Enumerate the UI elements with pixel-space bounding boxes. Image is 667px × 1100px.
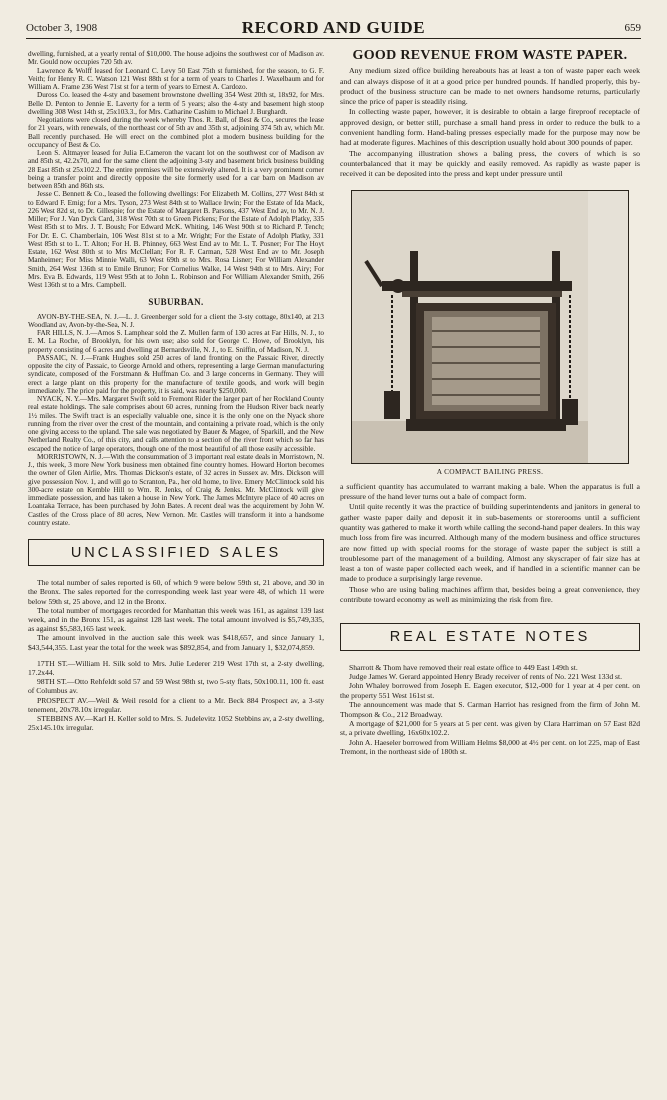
note-item: Judge James W. Gerard appointed Henry Brady receiver of rents of No. 221 West 133d st. — [349, 671, 622, 681]
suburban-item: FAR HILLS, N. J.—Amos S. Lamphear sold the Z. Mullen farm of 130 acres at Far Hills, N. J., to E. M. La Roche, of Brooklyn, for his own use; also sold for George C. Howe, of Brooklyn, his property consisting of 6 acres and dwelling at Bernardsville, N. J., to E. Sniffin, of Madison, N. J. — [28, 329, 324, 354]
article-paragraph: Those who are using baling machines affirm that, besides being a great convenience, they contribute toward economy as well as minimizing the risk from fire. — [340, 584, 640, 605]
unclassified-sales-body — [28, 578, 324, 732]
sales-item: PROSPECT AV.—Weil & Weil resold for a client to a Mr. Beck 884 Prospect av, a 3-sty tenement, 20x78.10x irregular. — [28, 695, 324, 714]
page-number: 659 — [624, 22, 641, 34]
left-column — [28, 50, 324, 733]
lease-paragraph: Negotiations were closed during the week whereby Thos. R. Ball, of Best & Co., secures the lease for 21 years, with renewals, of the northeast cor of 5th av and 35th st, adjoining 374 5th av, which Mr. Ball recently purchased. He will erect on the combined plot a modern business building for the occupancy of Best & Co. — [28, 116, 324, 149]
note-item: John A. Haeseler borrowed from William Helms $8,000 at 4½ per cent. on lot 225, map of East Tremont, in the northeast side of 180th st. — [340, 737, 640, 757]
illustration-caption: A COMPACT BAILING PRESS. — [436, 466, 544, 476]
right-column — [340, 50, 640, 757]
note-item: Sharrott & Thom have removed their real estate office to 449 East 149th st. — [349, 662, 578, 672]
unclassified-sales-heading: UNCLASSIFIED SALES — [28, 539, 324, 566]
article-paragraph: The accompanying illustration shows a baling press, the covers of which is so counterbalanced that it may be quickly and easily removed. As rapidly as waste paper is received it can be deposited into the press and kept under pressure until — [340, 148, 640, 179]
article-intro — [340, 66, 640, 179]
sales-item: The total number of mortgages recorded for Manhattan this week was 161, as against 139 last week, and in the Bronx 151, as against 128 last week. The total amount involved is $5,749,335, as against $5,583,165 last week. — [28, 605, 324, 634]
sales-item: STEBBINS AV.—Karl H. Keller sold to Mrs. S. Judelevitz 1052 Stebbins av, a 2-sty dwelling, 25x145.10x irregular. — [28, 714, 324, 733]
sales-item: The total number of sales reported is 60, of which 9 were below 59th st, 21 above, and 30 in the Bronx. The sales reported for the corresponding week last year were 48, of which 11 were below 59th st, 25 above, and 12 in the Bronx. — [28, 578, 324, 606]
real-estate-notes-heading: REAL ESTATE NOTES — [340, 623, 640, 650]
lease-paragraph: Jesse C. Bennett & Co., leased the following dwellings: For Elizabeth M. Collins, 277 West 84th st to Edward F. Emig; for a Mrs. Tyson, 273 West 84th st to Wallace Irwin; For the Estate of Ida Mack, 226 West 82d st, to Dr. Gillespie; for the Estate of Margaret B. Parsons, 437 West End av, to Mr. N. J. Miller; For J. Van Dyck Card, 318 West 70th st to Green Pickens; For the Estate of Adolph Platky, 335 West 85th st to Mrs. J. T. Boush; For Edward McK. Whiting, 146 West 90th st to Richard P. Tench; For Dr. E. C. Chamberlain, 106 West 81st st to a Mr. Wright; For the Estate of Adolph Platky, 331 West 85th st to L. T. Alton; For H. B. Phinney, 663 West End av to Mr. L. T. Posner; For The Hoyt Estate, 162 West 80th st to Mrs McClellan; For R. F. Carman, 528 West End av to Mr. Joseph Manheimer; For Miss Minnie Walli, 63 West 69th st to Mrs. Rosa Lisner; For William Alexander Smith, 264 West 136th st to Emile Brunor; For Cornelius Walke, 14 West 94th st to Mrs. Airy; For Mrs. Eva B. Edwards, 119 West 95th at to John L. Robinson and For William Alexander Smith, 266 West 136th st to a Mrs. Campbell. — [28, 190, 324, 289]
lease-paragraph: Leon S. Altmayer leased for Julia E.Cameron the vacant lot on the southwest cor of Madison av and 85th st, 42.2x70, and for the same client the adjoining 3-sty and basement brick business building 28 East 85th st 25x102.2. The entire premises will be extensively altered. It is a very prominent corner being a transfer point and directly opposite the site formerly used for a car barn on Madison av between 85th and 86th sts. — [28, 149, 324, 190]
lease-paragraph: Lawrence & Wolff leased for Leonard C. Levy 50 East 75th st furnished, for the season, to G. F. Veith; for Henry R. C. Watson 121 West 88th st for a term of years to Charles J. Waxelbaum and for William A. Frame 236 West 71st st for a term of years to Ernest A. Cardozo. — [28, 66, 324, 91]
lease-paragraph: Duross Co. leased the 4-sty and basement brownstone dwelling 354 West 20th st, 18x92, for Mrs. Belle D. Penton to Jennie E. Laverty for a term of 5 years; also the 4-sty and basement high stoop dwelling 308 West 14th st, 25x103.3., for Mrs. Catharine Cashim to Michael J. Burghardt. — [28, 91, 324, 116]
sales-item: 98TH ST.—Otto Rehfeldt sold 57 and 59 West 98th st, two 5-sty flats, 50x100.11, 100 ft. east of Columbus av. — [28, 677, 324, 696]
publication-title: RECORD AND GUIDE — [241, 18, 426, 37]
page-header — [26, 14, 641, 39]
article-paragraph: Any medium sized office building hereabouts has at least a ton of waste paper each week and can always dispose of it at a good price per hundred pounds. If handled properly, this by-product of the business structure can be made to net owners handsome returns, particularly since the price of paper is steadily rising. — [340, 66, 640, 107]
note-item: John Whaley borrowed from Joseph E. Eagen executor, $12,-000 for 1 year at 4 per cent. on the property 551 West 161st st. — [340, 681, 640, 700]
article-heading: GOOD REVENUE FROM WASTE PAPER. — [352, 48, 628, 63]
article-paragraph: In collecting waste paper, however, it is desirable to obtain a large fireproof receptacle of approved design, or better still, purchase a small hand press in order to reduce the bulk to a convenient handling form. Hand-baling presses especially made for the purpose may now be had at moderate figures. Machines of this description usually hold about 300 pounds of paper. — [340, 107, 640, 148]
suburban-item: NYACK, N. Y.—Mrs. Margaret Swift sold to Fremont Rider the larger part of her Rockland County real estate holdings. The sale comprises about 60 acres, running from the Hudson River back nearly 1½ miles. The Swift tract is an especially valuable one, since it is the only one on the Nyack shore running from the river over the crest of the mountain, and containing a private road, which is the only one giving access to the upland. The sale was negotiated by Bauer & Magee, of Sparkill, and the New Netherland Realty Co., of this city, and calls attention to a section of the river front which so far has escaped the notice of large operators, though one of the most beautiful of all those easily accessible. — [28, 395, 324, 453]
suburban-item: PASSAIC, N. J.—Frank Hughes sold 250 acres of land fronting on the Passaic River, directly opposite the city of Passaic, to George Arnold and others, representing a large German manufacturing syndicate, composed of the Forstmann & Huffman Co. and 3 large concerns in Germany. They will erect a large plant on this property for the manufacture of textile goods, and work will begin immediately. The price paid for the property, it is said, was nearly $250,000. — [28, 353, 324, 395]
header-date: October 3, 1908 — [26, 22, 98, 34]
sales-item: 17TH ST.—William H. Silk sold to Mrs. Julie Lederer 219 West 17th st, a 2-sty dwelling, 17.2x44. — [28, 658, 324, 678]
article-continuation — [340, 482, 640, 606]
note-item: A mortgage of $21,000 for 5 years at 5 per cent. was given by Clara Harriman on 57 East 82d st, a private dwelling, 16x60x102.2. — [340, 719, 640, 738]
suburban-item: AVON-BY-THE-SEA, N. J.—L. J. Greenberger sold for a client the 3-sty cottage, 80x140, at 213 Woodland av, Avon-by-the-Sea, N. J. — [28, 312, 324, 329]
suburban-heading: SUBURBAN. — [148, 297, 204, 308]
baling-press-illustration — [351, 190, 629, 464]
article-paragraph: Until quite recently it was the practice of building superintendents and janitors in general to gather waste paper daily and deposit it in sub-basements or storerooms until a sufficient quantity was gathered to make it worth while calling the second-hand paper dealers. In this way much loss from fire was incurred. Although many of the modern business and office structures are now fitted up with special rooms for the storage of waste paper the subject is still a troublesome part of the management of a building. Almost any skyscraper of fair size has at least a ton of waste paper collected each week, and if handled in a scientific manner can be made to produce a surprisingly large revenue. — [340, 502, 640, 584]
sales-item: The amount involved in the auction sale this week was $418,657, and since January 1, $43,544,355. Last year the total for the week was $892,854, and from January 1, $32,074,859. — [28, 633, 324, 652]
real-estate-notes-body — [340, 663, 640, 757]
lease-paragraph: dwelling, furnished, at a yearly rental of $10,000. The house adjoins the southwest cor of Madison av. Mr. Gould now occupies 720 5th av. — [28, 50, 324, 67]
suburban-item: MORRISTOWN, N. J.—With the consummation of 3 important real estate deals in Morristown, N. J., this week, 3 more New York business men obtained fine country homes. Howard Horton becomes the owner of Glen Airlie, Mrs. Thomas Dickson's estate, of 32 acres in Sussex av. Mrs. Dickson will give possession Nov. 1, and will go to Scranton, Pa., her old home, to live. Emery McClintock sold his 300-acre estate on Kemble Hill to Wm. R. Jenks, of Craig & Jenks. Mr. McClintock will give immediate possession, and has taken a house in New York. The James McIntyre place of 40 acres on Loantaka Terrace, has been purchased by John Bates. A recent deal was the acquirement by John W. Castles of the Cross place of 80 acres, New Vernon. Mr. Castles will transform it into a handsome country estate. — [28, 452, 324, 527]
baling-press-drawing — [352, 191, 628, 463]
article-paragraph: a sufficient quantity has accumulated to warrant making a bale. When the apparatus is full a pressure of the hand lever turns out a bale of compact form. — [340, 481, 640, 502]
note-item: The announcement was made that S. Carman Harriot has resigned from the firm of John M. Thompson & Co., 212 Broadway. — [340, 700, 640, 719]
